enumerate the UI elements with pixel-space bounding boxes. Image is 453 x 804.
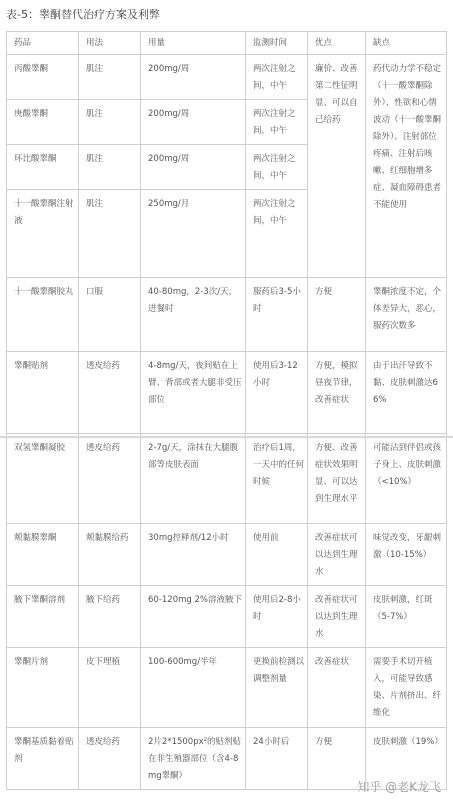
cell-monitor: 使用后3-12小时	[246, 352, 308, 434]
cell-drug: 环比酸睾酮	[7, 145, 79, 190]
cell-drug: 十一酸睾酮胶丸	[7, 278, 79, 352]
table-row	[7, 648, 447, 728]
cell-drug: 睾酮片剂	[7, 648, 79, 728]
cell-dose: 2-7g/天，涂抹在大腿腹部等皮肤表面	[141, 434, 246, 524]
cell-pros: 方便、改善症状效果明显、可以达到生理水平	[308, 434, 366, 524]
cell-dose: 2片2*1500px²的贴剂贴在非生殖器部位（含4-8mg睾酮）	[141, 728, 246, 790]
header-dose: 用量	[141, 32, 246, 55]
cell-pros-injections: 廉价、改善第二性征明显、可以自己给药	[308, 55, 366, 278]
cell-drug: 庚酸睾酮	[7, 100, 79, 145]
cell-dose: 100-600mg/半年	[141, 648, 246, 728]
cell-dose: 200mg/周	[141, 100, 246, 145]
cell-monitor: 两次注射之间，中午	[246, 55, 308, 100]
header-route: 用法	[79, 32, 141, 55]
table-header-row	[7, 32, 447, 55]
cell-cons-injections: 药代动力学不稳定（十一酸睾酮除外）、性欲和心情波动（十一酸睾酮除外）、注射部位疼痛、注射后咳嗽、红细胞增多症、凝血障碍患者不能使用	[366, 55, 447, 278]
cell-cons: 皮肤刺激（19%）	[366, 728, 447, 790]
cell-drug: 腋下睾酮溶剂	[7, 586, 79, 648]
table-row	[7, 55, 447, 100]
cell-route: 皮下埋植	[79, 648, 141, 728]
cell-pros: 方便	[308, 728, 366, 790]
cell-cons: 可能沾到伴侣或孩子身上、皮肤刺激（<10%）	[366, 434, 447, 524]
header-pros: 优点	[308, 32, 366, 55]
cell-route: 透皮给药	[79, 728, 141, 790]
table-row	[7, 278, 447, 352]
cell-monitor: 治疗后1周，一天中的任何时候	[246, 434, 308, 524]
testosterone-therapy-table	[6, 31, 447, 790]
cell-monitor: 两次注射之间，中午	[246, 145, 308, 190]
image-seam-divider	[0, 436, 453, 438]
cell-dose: 4-8mg/天，夜间贴在上臂、背部或者大腿非受压部位	[141, 352, 246, 434]
cell-drug: 十一酸睾酮注射液	[7, 190, 79, 278]
cell-cons: 味觉改变，牙龈刺激（10-15%）	[366, 524, 447, 586]
cell-monitor: 使用后2-8小时	[246, 586, 308, 648]
cell-route: 口服	[79, 278, 141, 352]
table-row	[7, 586, 447, 648]
cell-dose: 60-120mg 2%溶液腋下	[141, 586, 246, 648]
cell-route: 透皮给药	[79, 434, 141, 524]
cell-route: 肌注	[79, 145, 141, 190]
cell-dose: 40-80mg，2-3次/天，进餐时	[141, 278, 246, 352]
cell-monitor: 两次注射之间，中午	[246, 190, 308, 278]
header-monitor: 监测时间	[246, 32, 308, 55]
cell-drug: 丙酸睾酮	[7, 55, 79, 100]
cell-cons: 皮肤刺激，红斑（5-7%）	[366, 586, 447, 648]
cell-dose: 200mg/周	[141, 55, 246, 100]
cell-route: 肌注	[79, 190, 141, 278]
cell-route: 腋下给药	[79, 586, 141, 648]
cell-pros: 改善症状可以达到生理水	[308, 524, 366, 586]
cell-monitor: 两次注射之间，中午	[246, 100, 308, 145]
cell-pros: 改善症状	[308, 648, 366, 728]
cell-cons: 需要手术切开植入，可能导致感染、片剂挤出、纤维化	[366, 648, 447, 728]
cell-dose: 200mg/周	[141, 145, 246, 190]
cell-monitor: 使用前	[246, 524, 308, 586]
table-caption: 表-5：睾酮替代治疗方案及利弊	[6, 8, 160, 21]
cell-route: 颊黏膜给药	[79, 524, 141, 586]
header-drug: 药品	[7, 32, 79, 55]
cell-dose: 30mg控释剂/12小时	[141, 524, 246, 586]
cell-drug: 睾酮贴剂	[7, 352, 79, 434]
cell-cons: 睾酮浓度不定，个体差异大，恶心，服药次数多	[366, 278, 447, 352]
cell-pros: 改善症状可以达到生理水	[308, 586, 366, 648]
header-cons: 缺点	[366, 32, 447, 55]
table-row	[7, 524, 447, 586]
table-row	[7, 434, 447, 524]
cell-drug: 双氢睾酮凝胶	[7, 434, 79, 524]
cell-pros: 方便，模拟昼夜节律，改善症状	[308, 352, 366, 434]
table-row	[7, 352, 447, 434]
cell-monitor: 24小时后	[246, 728, 308, 790]
cell-pros: 方便	[308, 278, 366, 352]
cell-drug: 睾酮基质黏着贴剂	[7, 728, 79, 790]
watermark: 知乎 @老K龙飞	[357, 780, 441, 794]
cell-monitor: 更换前检测以调整剂量	[246, 648, 308, 728]
cell-route: 肌注	[79, 100, 141, 145]
cell-route: 肌注	[79, 55, 141, 100]
cell-dose: 250mg/月	[141, 190, 246, 278]
cell-drug: 颊黏膜睾酮	[7, 524, 79, 586]
cell-route: 透皮给药	[79, 352, 141, 434]
cell-monitor: 服药后3-5小时	[246, 278, 308, 352]
cell-cons: 由于出汗导致不黏、皮肤刺激达66%	[366, 352, 447, 434]
